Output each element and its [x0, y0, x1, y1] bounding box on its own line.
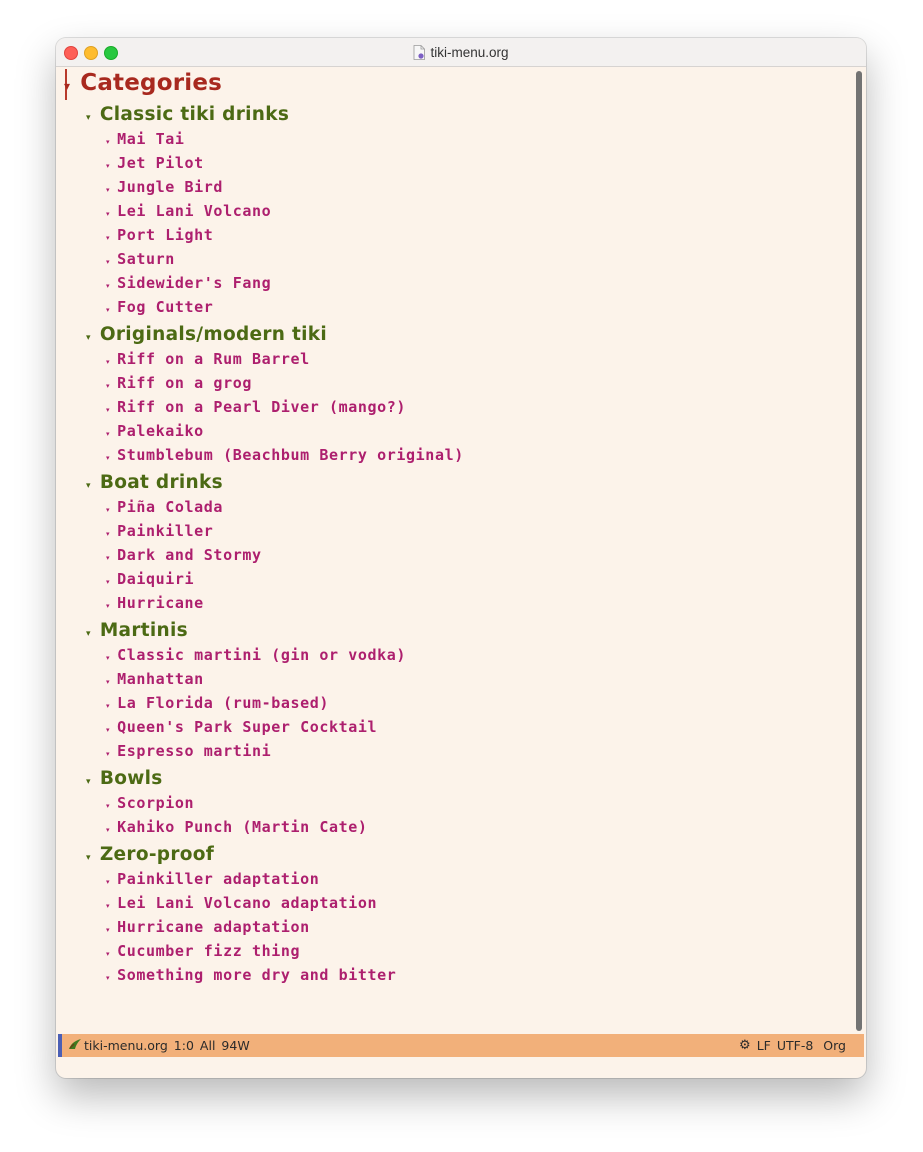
- outline-heading-level2[interactable]: [86, 844, 214, 865]
- outline-heading-level3[interactable]: [106, 966, 396, 984]
- org-file-icon: [413, 45, 425, 60]
- outline-heading-level3-label: Hurricane adaptation: [117, 918, 310, 936]
- mode-line-encoding[interactable]: UTF-8: [776, 1038, 814, 1053]
- triangle-down-icon[interactable]: ▾: [106, 878, 111, 886]
- outline-heading-level2-label: Martinis: [99, 620, 188, 641]
- outline-heading-level3[interactable]: [106, 522, 213, 540]
- outline-heading-level2[interactable]: [86, 104, 289, 125]
- triangle-down-icon[interactable]: ▾: [106, 602, 111, 610]
- outline-heading-level2-label: Boat drinks: [99, 472, 223, 493]
- title-bar: [56, 38, 866, 67]
- outline-heading-level3-label: Painkiller: [117, 522, 214, 540]
- outline-heading-level3-label: Kahiko Punch (Martin Cate): [117, 818, 368, 836]
- triangle-down-icon[interactable]: ▾: [86, 629, 91, 639]
- outline-heading-level2-label: Zero-proof: [99, 844, 215, 865]
- app-window: [56, 38, 866, 1078]
- outline-heading-level3-label: Dark and Stormy: [117, 546, 262, 564]
- triangle-down-icon[interactable]: ▾: [64, 79, 71, 93]
- outline-heading-level3[interactable]: [106, 154, 204, 172]
- mode-line-accent: [58, 1034, 62, 1057]
- outline-heading-level3-label: La Florida (rum-based): [117, 694, 330, 712]
- triangle-down-icon[interactable]: ▾: [86, 113, 91, 123]
- triangle-down-icon[interactable]: ▾: [106, 358, 111, 366]
- emacs-icon: [68, 1038, 82, 1053]
- outline-heading-level3-label: Fog Cutter: [117, 298, 214, 316]
- outline-heading-level3-label: Piña Colada: [117, 498, 224, 516]
- outline-heading-level1[interactable]: [64, 70, 222, 96]
- outline-heading-level3-label: Daiquiri: [117, 570, 195, 588]
- triangle-down-icon[interactable]: ▾: [106, 926, 111, 934]
- triangle-down-icon[interactable]: ▾: [106, 950, 111, 958]
- outline-heading-level3-label: Classic martini (gin or vodka): [117, 646, 407, 664]
- triangle-down-icon[interactable]: ▾: [86, 333, 91, 343]
- triangle-down-icon[interactable]: ▾: [106, 382, 111, 390]
- triangle-down-icon[interactable]: ▾: [106, 826, 111, 834]
- mode-line-scroll: All: [199, 1038, 216, 1053]
- outline-heading-level2-label: Bowls: [99, 768, 163, 789]
- mode-line-word-count: 94W: [221, 1038, 250, 1053]
- mode-line-major-mode[interactable]: Org: [823, 1038, 846, 1053]
- mode-line-right: [739, 1038, 846, 1053]
- triangle-down-icon[interactable]: ▾: [106, 902, 111, 910]
- outline-heading-level3[interactable]: [106, 422, 204, 440]
- outline-heading-level3[interactable]: [106, 594, 204, 612]
- outline-heading-level3[interactable]: [106, 298, 213, 316]
- outline-heading-level3[interactable]: [106, 274, 271, 292]
- triangle-down-icon[interactable]: ▾: [106, 974, 111, 982]
- window-title-group: [56, 38, 866, 66]
- triangle-down-icon[interactable]: ▾: [106, 306, 111, 314]
- outline-heading-level3-label: Stumblebum (Beachbum Berry original): [117, 446, 464, 464]
- outline-heading-level3-label: Something more dry and bitter: [117, 966, 397, 984]
- triangle-down-icon[interactable]: ▾: [106, 802, 111, 810]
- outline-heading-level2[interactable]: [86, 472, 223, 493]
- triangle-down-icon[interactable]: ▾: [106, 258, 111, 266]
- outline-heading-level3-label: Lei Lani Volcano adaptation: [117, 894, 378, 912]
- triangle-down-icon[interactable]: ▾: [106, 430, 111, 438]
- triangle-down-icon[interactable]: ▾: [86, 481, 91, 491]
- triangle-down-icon[interactable]: ▾: [106, 282, 111, 290]
- mode-line-position: 1:0: [173, 1038, 194, 1053]
- triangle-down-icon[interactable]: ▾: [86, 853, 91, 863]
- outline-heading-level3[interactable]: [106, 646, 406, 664]
- triangle-down-icon[interactable]: ▾: [106, 654, 111, 662]
- outline-heading-level3-label: Lei Lani Volcano: [117, 202, 272, 220]
- outline-heading-level3-label: Sidewider's Fang: [117, 274, 272, 292]
- outline-heading-level3[interactable]: [106, 670, 204, 688]
- outline-heading-level3[interactable]: [106, 794, 194, 812]
- triangle-down-icon[interactable]: ▾: [106, 138, 111, 146]
- outline-heading-level3-label: Cucumber fizz thing: [117, 942, 301, 960]
- outline-heading-level3[interactable]: [106, 446, 464, 464]
- outline-heading-level3-label: Riff on a Rum Barrel: [117, 350, 310, 368]
- outline-heading-level3[interactable]: [106, 374, 252, 392]
- outline-heading-level3-label: Mai Tai: [117, 130, 185, 148]
- triangle-down-icon[interactable]: ▾: [106, 726, 111, 734]
- editor-buffer[interactable]: [56, 67, 866, 1033]
- outline-heading-level2-label: Originals/modern tiki: [99, 324, 328, 345]
- outline-heading-level3[interactable]: [106, 250, 175, 268]
- outline-heading-level3[interactable]: [106, 870, 319, 888]
- outline-heading-level3-label: Espresso martini: [117, 742, 272, 760]
- outline-heading-level3-label: Jungle Bird: [117, 178, 224, 196]
- outline-heading-level2[interactable]: [86, 768, 163, 789]
- outline-heading-level3[interactable]: [106, 398, 406, 416]
- outline-heading-level3[interactable]: [106, 570, 194, 588]
- outline-heading-level3-label: Scorpion: [117, 794, 195, 812]
- triangle-down-icon[interactable]: ▾: [106, 750, 111, 758]
- outline-heading-level2-label: Classic tiki drinks: [99, 104, 290, 125]
- triangle-down-icon[interactable]: ▾: [106, 162, 111, 170]
- outline-heading-level3-label: Jet Pilot: [117, 154, 204, 172]
- outline-heading-level1-label: Categories: [80, 70, 223, 96]
- vertical-scrollbar[interactable]: [856, 71, 862, 1031]
- outline-heading-level3[interactable]: [106, 350, 310, 368]
- mode-line-buffer-name[interactable]: tiki-menu.org: [84, 1038, 168, 1053]
- outline-heading-level3[interactable]: [106, 498, 223, 516]
- outline-heading-level3-label: Port Light: [117, 226, 214, 244]
- triangle-down-icon[interactable]: ▾: [106, 554, 111, 562]
- outline-heading-level3[interactable]: [106, 130, 185, 148]
- outline-heading-level3[interactable]: [106, 942, 300, 960]
- outline-heading-level3-label: Hurricane: [117, 594, 204, 612]
- outline-heading-level3[interactable]: [106, 718, 377, 736]
- outline-heading-level3[interactable]: [106, 818, 368, 836]
- outline-heading-level3[interactable]: [106, 546, 262, 564]
- triangle-down-icon[interactable]: ▾: [106, 234, 111, 242]
- triangle-down-icon[interactable]: ▾: [106, 702, 111, 710]
- outline-heading-level3-label: Queen's Park Super Cocktail: [117, 718, 378, 736]
- outline-heading-level2[interactable]: [86, 620, 188, 641]
- outline-heading-level3[interactable]: [106, 178, 223, 196]
- triangle-down-icon[interactable]: ▾: [106, 454, 111, 462]
- triangle-down-icon[interactable]: ▾: [106, 506, 111, 514]
- outline-heading-level3[interactable]: [106, 202, 271, 220]
- outline-heading-level3[interactable]: [106, 918, 310, 936]
- outline-heading-level3-label: Painkiller adaptation: [117, 870, 320, 888]
- outline-heading-level2[interactable]: [86, 324, 327, 345]
- outline-heading-level3-label: Saturn: [117, 250, 175, 268]
- triangle-down-icon[interactable]: ▾: [106, 530, 111, 538]
- window-title: tiki-menu.org: [430, 44, 509, 60]
- outline-heading-level3-label: Palekaiko: [117, 422, 204, 440]
- gear-icon[interactable]: ⚙: [739, 1038, 751, 1053]
- triangle-down-icon[interactable]: ▾: [106, 406, 111, 414]
- triangle-down-icon[interactable]: ▾: [106, 186, 111, 194]
- outline-heading-level3[interactable]: [106, 742, 271, 760]
- outline-heading-level3-label: Riff on a Pearl Diver (mango?): [117, 398, 407, 416]
- outline-heading-level3-label: Manhattan: [117, 670, 204, 688]
- outline-heading-level3-label: Riff on a grog: [117, 374, 252, 392]
- triangle-down-icon[interactable]: ▾: [86, 777, 91, 787]
- mode-line-eol[interactable]: LF: [756, 1038, 771, 1053]
- triangle-down-icon[interactable]: ▾: [106, 678, 111, 686]
- triangle-down-icon[interactable]: ▾: [106, 210, 111, 218]
- outline-heading-level3[interactable]: [106, 694, 329, 712]
- outline-heading-level3[interactable]: [106, 894, 377, 912]
- triangle-down-icon[interactable]: ▾: [106, 578, 111, 586]
- mode-line: [58, 1034, 864, 1057]
- outline-heading-level3[interactable]: [106, 226, 213, 244]
